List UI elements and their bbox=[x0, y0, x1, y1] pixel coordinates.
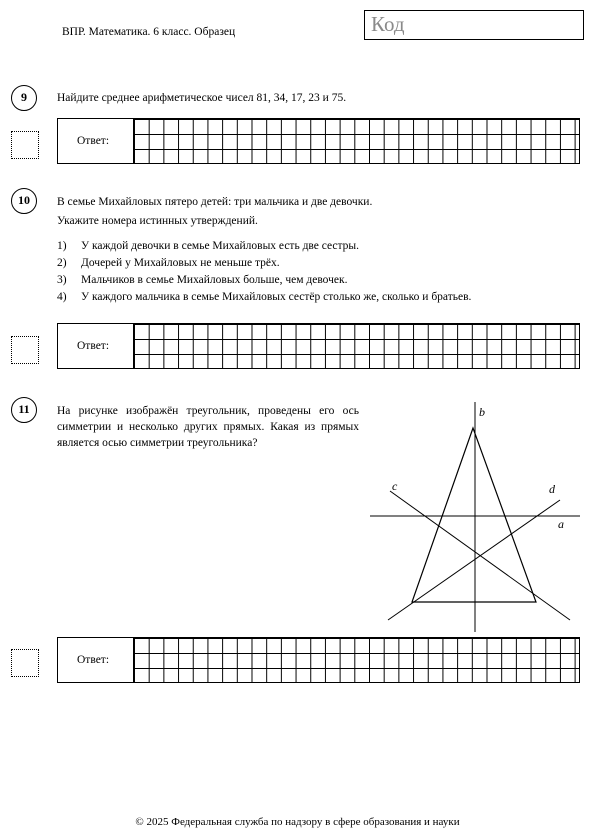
score-box-11 bbox=[11, 649, 39, 677]
task-9-text: Найдите среднее арифметическое чисел 81, 34, 17, 23 и 75. bbox=[57, 92, 347, 104]
answer-grid-10[interactable] bbox=[134, 324, 579, 368]
score-box-9 bbox=[11, 131, 39, 159]
statement-text: Мальчиков в семье Михайловых больше, чем девочек. bbox=[81, 274, 348, 286]
label-c: c bbox=[392, 479, 398, 493]
task-11-text: На рисунке изображён треугольник, проведены его ось симметрии и несколько других прямых. Какая из прямых является осью симметрии треугольника? bbox=[57, 405, 359, 449]
list-item bbox=[57, 238, 577, 255]
task-number-9: 9 bbox=[11, 85, 37, 111]
task-number-11: 11 bbox=[11, 397, 37, 423]
statements-list bbox=[57, 238, 577, 306]
answer-grid-9[interactable] bbox=[134, 119, 579, 163]
label-d: d bbox=[549, 482, 555, 496]
answer-grid-11[interactable] bbox=[134, 638, 579, 682]
list-item bbox=[57, 289, 577, 306]
statement-number: 1) bbox=[57, 240, 67, 252]
statement-text: У каждой девочки в семье Михайловых есть две сестры. bbox=[81, 240, 360, 252]
list-item bbox=[57, 272, 577, 289]
label-b: b bbox=[479, 405, 485, 419]
answer-label: Ответ: bbox=[58, 324, 134, 368]
answer-block-10[interactable] bbox=[57, 323, 580, 369]
label-a: a bbox=[558, 517, 564, 531]
page-header-title: ВПР. Математика. 6 класс. Образец bbox=[62, 26, 236, 38]
list-item bbox=[57, 255, 577, 272]
answer-block-9[interactable] bbox=[57, 118, 580, 164]
triangle-figure bbox=[360, 398, 585, 636]
answer-label: Ответ: bbox=[58, 638, 134, 682]
answer-label: Ответ: bbox=[58, 119, 134, 163]
score-box-10 bbox=[11, 336, 39, 364]
statement-text: Дочерей у Михайловых не меньше трёх. bbox=[81, 257, 280, 269]
task-number-10: 10 bbox=[11, 188, 37, 214]
statement-number: 3) bbox=[57, 274, 67, 286]
code-field[interactable] bbox=[364, 10, 584, 40]
statement-number: 2) bbox=[57, 257, 67, 269]
statement-number: 4) bbox=[57, 291, 67, 303]
task-10-subtext: Укажите номера истинных утверждений. bbox=[57, 215, 258, 227]
code-label: Код bbox=[371, 12, 405, 36]
statement-text: У каждого мальчика в семье Михайловых сестёр столько же, сколько и братьев. bbox=[81, 291, 472, 303]
task-10-text: В семье Михайловых пятеро детей: три мальчика и две девочки. bbox=[57, 196, 373, 208]
triangle-shape bbox=[412, 428, 536, 602]
page-footer: © 2025 Федеральная служба по надзору в сфере образования и науки bbox=[135, 816, 460, 828]
answer-block-11[interactable] bbox=[57, 637, 580, 683]
